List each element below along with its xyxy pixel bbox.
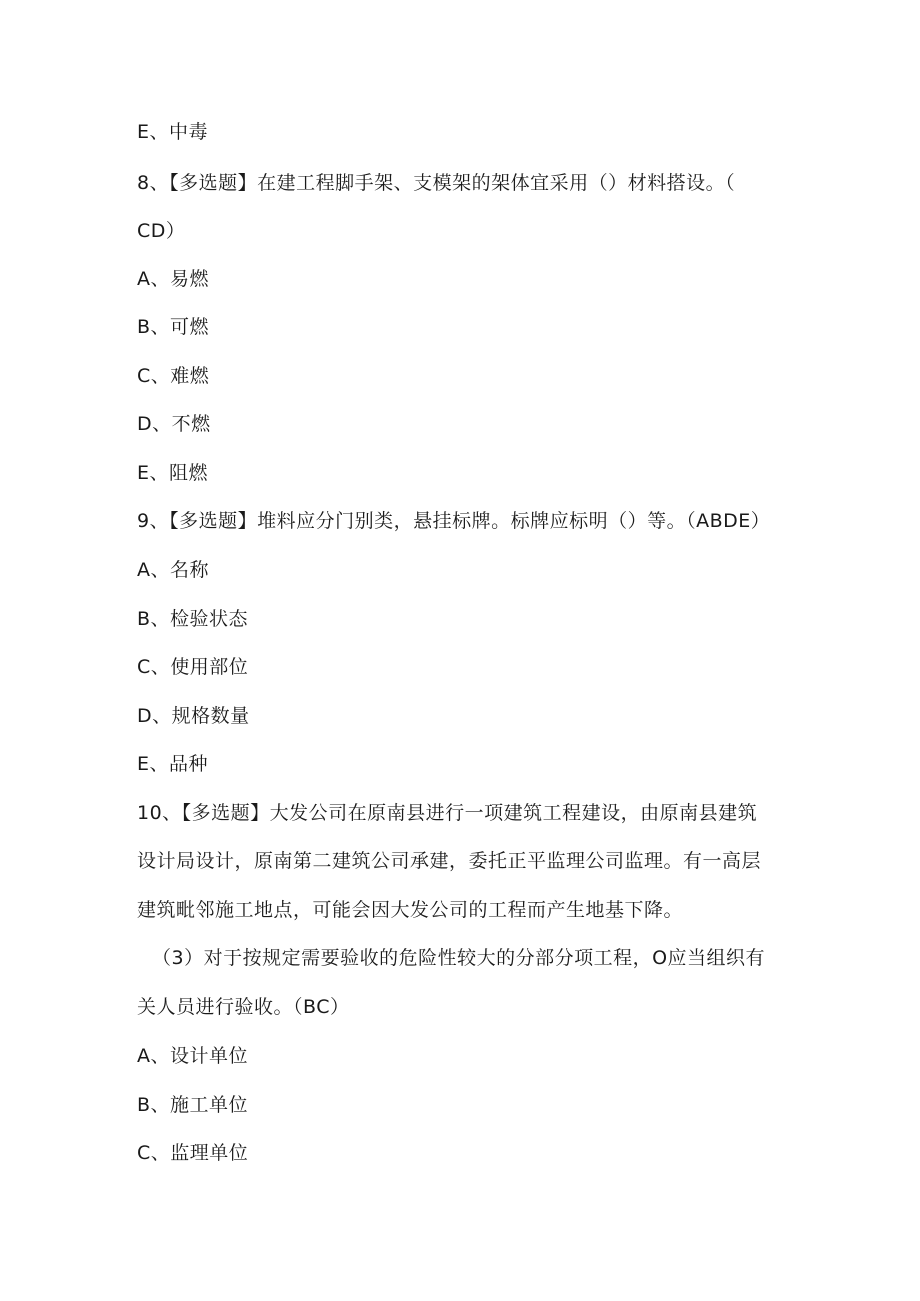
q9-option-a: A、名称 [137, 559, 209, 581]
q8-option-b: B、可燃 [137, 316, 210, 338]
q9-option-c: C、使用部位 [137, 656, 249, 678]
q8-option-d: D、不燃 [137, 413, 211, 435]
q8-option-e: E、阻燃 [137, 462, 209, 484]
q9-option-b: B、检验状态 [137, 608, 249, 630]
q9-question: 9、【多选题】堆料应分门别类，悬挂标牌。标牌应标明（）等。（ABDE） [137, 510, 771, 532]
q8-option-a: A、易燃 [137, 268, 209, 290]
q10-question-line-1: 10、【多选题】大发公司在原南县进行一项建筑工程建设，由原南县建筑 [137, 802, 758, 824]
q10-option-c: C、监理单位 [137, 1142, 249, 1164]
q10-question-line-2: 设计局设计，原南第二建筑公司承建，委托正平监理公司监理。有一高层 [137, 850, 762, 872]
q8-question-line-1: 8、【多选题】在建工程脚手架、支模架的架体宜采用（）材料搭设。（ [137, 172, 736, 194]
q10-option-a: A、设计单位 [137, 1045, 248, 1067]
q10-question-line-3: 建筑毗邻施工地点，可能会因大发公司的工程而产生地基下降。 [137, 899, 684, 921]
q10-subquestion-line-2: 关人员进行验收。（BC） [137, 996, 350, 1018]
q10-subquestion-line-1: （3）对于按规定需要验收的危险性较大的分部分项工程，O应当组织有 [152, 947, 766, 969]
q7-option-e: E、中毒 [137, 121, 209, 143]
q9-option-d: D、规格数量 [137, 705, 250, 727]
q8-option-c: C、难燃 [137, 365, 210, 387]
q8-question-line-2: CD） [137, 220, 186, 242]
q10-option-b: B、施工单位 [137, 1094, 249, 1116]
q9-option-e: E、品种 [137, 753, 209, 775]
